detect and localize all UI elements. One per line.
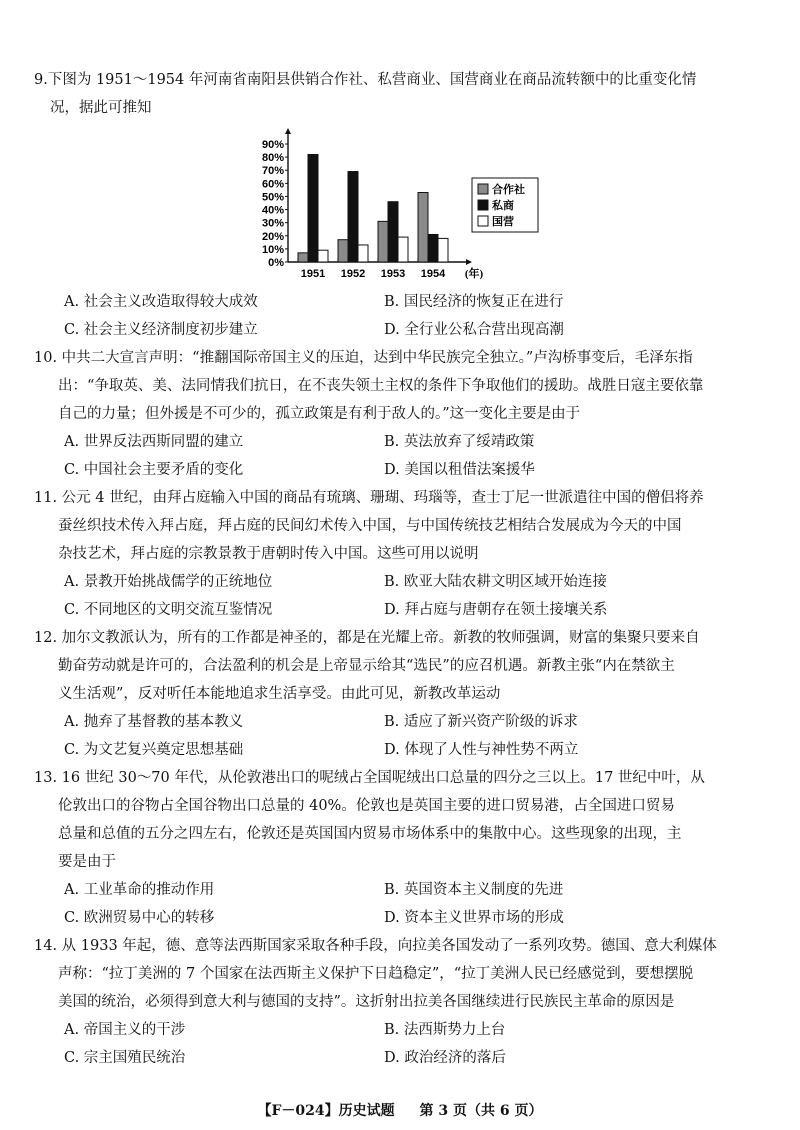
question-10 — [34, 344, 770, 484]
bar-合作社 — [298, 253, 308, 262]
stem-line: 美国的统治，必须得到意大利与德国的支持”。这折射出拉美各国继续进行民族民主革命的原因是 — [58, 994, 675, 1010]
bar-私商 — [428, 234, 438, 262]
y-tick-label: 40% — [261, 204, 284, 217]
legend-label: 国营 — [492, 215, 514, 228]
option-b[interactable]: B. 英法放弃了绥靖政策 — [384, 434, 535, 450]
option-b[interactable]: B. 国民经济的恢复正在进行 — [384, 294, 564, 310]
y-tick-label: 10% — [261, 243, 284, 256]
y-tick-label: 0% — [268, 257, 284, 269]
bar-私商 — [348, 172, 358, 262]
question-stem — [34, 344, 770, 428]
x-axis-unit: (年) — [464, 268, 484, 280]
options-row — [34, 1016, 770, 1044]
stem-line: 11. 公元 4 世纪，由拜占庭输入中国的商品有琉璃、珊瑚、玛瑙等，查士丁尼一世派遣往中国的僧侣将养 — [34, 490, 704, 506]
option-c[interactable]: C. 中国社会主要矛盾的变化 — [64, 462, 244, 478]
legend-swatch — [478, 184, 488, 194]
options-row — [34, 736, 770, 764]
option-a[interactable]: A. 工业革命的推动作用 — [64, 882, 215, 898]
question-stem — [34, 624, 770, 708]
y-tick-label: 50% — [261, 191, 284, 204]
option-c[interactable]: C. 欧洲贸易中心的转移 — [64, 910, 215, 926]
option-b[interactable]: B. 适应了新兴资产阶级的诉求 — [384, 714, 578, 730]
x-tick-label: 1952 — [340, 268, 366, 280]
x-tick-label: 1953 — [380, 268, 406, 280]
question-stem — [34, 932, 770, 1016]
stem-line: 总量和总值的五分之四左右，伦敦还是英国国内贸易市场体系中的集散中心。这些现象的出现，主 — [58, 826, 682, 842]
y-tick-label: 90% — [261, 139, 284, 151]
bar-合作社 — [378, 221, 388, 262]
y-axis-arrow — [285, 128, 291, 134]
options-row — [34, 708, 770, 736]
stem-line: 伦敦出口的谷物占全国谷物出口总量的 40%。伦敦也是英国主要的进口贸易港，占全国进口贸易 — [58, 798, 675, 814]
option-a[interactable]: A. 帝国主义的干涉 — [64, 1022, 186, 1038]
bar-chart — [258, 126, 558, 286]
y-tick-label: 60% — [261, 178, 284, 191]
exam-code: 【F－024】历史试题 — [257, 1103, 395, 1119]
bar-国营 — [438, 238, 448, 262]
stem-line: 13. 16 世纪 30～70 年代，从伦敦港出口的呢绒占全国呢绒出口总量的四分之三以上。17 世纪中叶，从 — [34, 770, 705, 786]
options-row — [34, 456, 770, 484]
stem-line: 出：“争取英、美、法同情我们抗日，在不丧失领土主权的条件下争取他们的援助。战胜日寇主要依靠 — [58, 378, 704, 394]
option-a[interactable]: A. 景教开始挑战儒学的正统地位 — [64, 574, 273, 590]
stem-line: 蚕丝织技术传入拜占庭，拜占庭的民间幻术传入中国，与中国传统技艺相结合发展成为今天的中国 — [58, 518, 682, 534]
option-d[interactable]: D. 全行业公私合营出现高潮 — [384, 322, 564, 338]
option-c[interactable]: C. 宗主国殖民统治 — [64, 1050, 186, 1066]
option-d[interactable]: D. 美国以租借法案援华 — [384, 462, 535, 478]
legend-swatch — [478, 216, 488, 226]
options-row — [34, 316, 770, 344]
option-c[interactable]: C. 不同地区的文明交流互鉴情况 — [64, 602, 273, 618]
option-b[interactable]: B. 法西斯势力上台 — [384, 1022, 506, 1038]
options-row — [34, 876, 770, 904]
options-row — [34, 1044, 770, 1072]
option-c[interactable]: C. 社会主义经济制度初步建立 — [64, 322, 258, 338]
option-d[interactable]: D. 政治经济的落后 — [384, 1050, 506, 1066]
option-d[interactable]: D. 体现了人性与神性势不两立 — [384, 742, 579, 758]
question-stem — [34, 764, 770, 876]
x-tick-label: 1951 — [300, 268, 326, 280]
question-stem — [34, 66, 770, 122]
page-number: 第 3 页（共 6 页） — [419, 1103, 543, 1119]
question-12 — [34, 624, 770, 764]
stem-line: 14. 从 1933 年起，德、意等法西斯国家采取各种手段，向拉美各国发动了一系列攻势。德国、意大利媒体 — [34, 938, 717, 954]
bar-合作社 — [338, 240, 348, 262]
options-row — [34, 568, 770, 596]
chart-svg — [258, 126, 558, 286]
options-row — [34, 596, 770, 624]
options-row — [34, 904, 770, 932]
stem-line: 自己的力量；但外援是不可少的，孤立政策是有利于敌人的。”这一变化主要是由于 — [58, 406, 581, 422]
option-d[interactable]: D. 拜占庭与唐朝存在领土接壤关系 — [384, 602, 608, 618]
stem-line: 声称：“拉丁美洲的 7 个国家在法西斯主义保护下日趋稳定”，“拉丁美洲人民已经感觉到，要想摆脱 — [58, 966, 694, 982]
x-axis-arrow — [466, 259, 472, 265]
stem-line: 义生活观”，反对听任本能地追求生活享受。由此可见，新教改革运动 — [58, 686, 501, 702]
option-d[interactable]: D. 资本主义世界市场的形成 — [384, 910, 564, 926]
page-footer — [0, 1100, 800, 1120]
bar-国营 — [398, 237, 408, 262]
question-13 — [34, 764, 770, 932]
options-row — [34, 428, 770, 456]
bar-国营 — [318, 250, 328, 262]
option-a[interactable]: A. 抛弃了基督教的基本教义 — [64, 714, 244, 730]
bar-合作社 — [418, 193, 428, 262]
question-11 — [34, 484, 770, 624]
question-stem — [34, 484, 770, 568]
stem-line: 况，据此可推知 — [50, 100, 152, 116]
option-a[interactable]: A. 社会主义改造取得较大成效 — [64, 294, 258, 310]
option-a[interactable]: A. 世界反法西斯同盟的建立 — [64, 434, 244, 450]
stem-line: 杂技艺术，拜占庭的宗教景教于唐朝时传入中国。这些可用以说明 — [58, 546, 479, 562]
legend-label: 私商 — [492, 199, 514, 212]
bar-私商 — [308, 154, 318, 262]
options-row — [34, 288, 770, 316]
stem-line: 10. 中共二大宣言声明：“推翻国际帝国主义的压迫，达到中华民族完全独立。”卢沟桥事变后，毛泽东指 — [34, 350, 693, 366]
y-tick-label: 70% — [261, 165, 284, 178]
x-tick-label: 1954 — [420, 268, 446, 280]
y-tick-label: 80% — [261, 152, 284, 165]
stem-line: 要是由于 — [58, 854, 116, 870]
legend-swatch — [478, 200, 488, 210]
legend-label: 合作社 — [492, 183, 525, 196]
option-c[interactable]: C. 为文艺复兴奠定思想基础 — [64, 742, 244, 758]
stem-line: 9.下图为 1951～1954 年河南省南阳县供销合作社、私营商业、国营商业在商品流转额中的比重变化情 — [34, 72, 697, 88]
stem-line: 12. 加尔文教派认为，所有的工作都是神圣的，都是在光耀上帝。新教的牧师强调，财富的集聚只要来自 — [34, 630, 700, 646]
question-9-options — [34, 288, 770, 344]
question-14 — [34, 932, 770, 1072]
option-b[interactable]: B. 欧亚大陆农耕文明区域开始连接 — [384, 574, 607, 590]
y-tick-label: 20% — [261, 230, 284, 243]
y-tick-label: 30% — [261, 217, 284, 230]
question-9 — [34, 66, 770, 122]
bar-国营 — [358, 245, 368, 262]
stem-line: 勤奋劳动就是许可的，合法盈利的机会是上帝显示给其“选民”的应召机遇。新教主张“内在禁欲主 — [58, 658, 675, 674]
bar-私商 — [388, 202, 398, 262]
option-b[interactable]: B. 英国资本主义制度的先进 — [384, 882, 564, 898]
